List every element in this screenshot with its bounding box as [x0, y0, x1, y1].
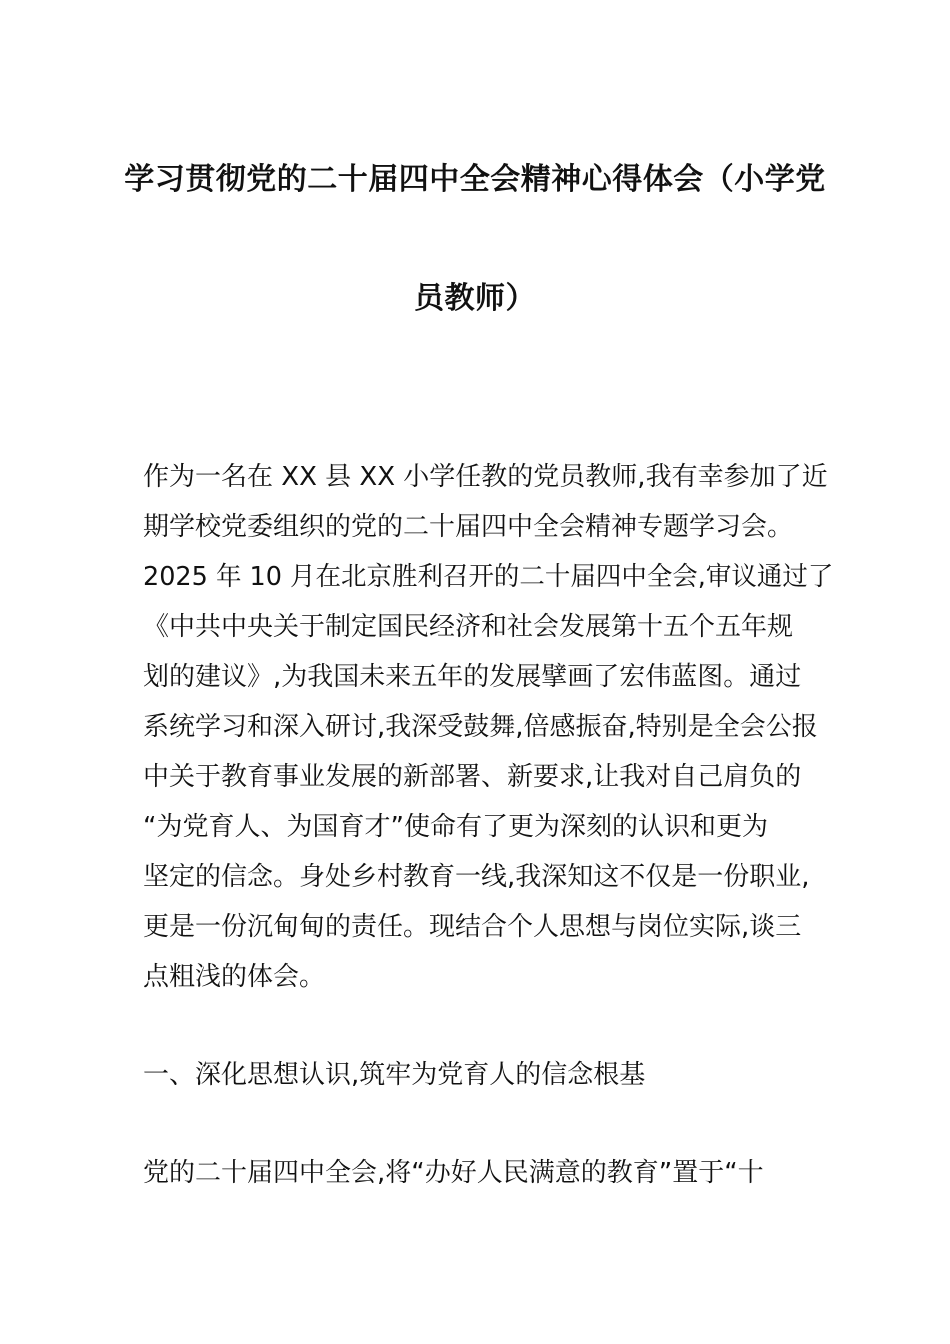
- paragraph-1-line-3: 2025 年 10 月在北京胜利召开的二十届四中全会,审议通过了: [143, 562, 834, 592]
- paragraph-1-line-2: 期学校党委组织的党的二十届四中全会精神专题学习会。: [143, 512, 794, 542]
- paragraph-2-line-1: 党的二十届四中全会,将“办好人民满意的教育”置于“十: [143, 1158, 764, 1188]
- paragraph-1-line-1: 作为一名在 XX 县 XX 小学任教的党员教师,我有幸参加了近: [143, 462, 828, 492]
- paragraph-1-line-11: 点粗浅的体会。: [143, 962, 326, 992]
- paragraph-1-line-4: 《中共中央关于制定国民经济和社会发展第十五个五年规: [143, 612, 794, 642]
- paragraph-1-line-10: 更是一份沉甸甸的责任。现结合个人思想与岗位实际,谈三: [143, 912, 802, 942]
- paragraph-1-line-8: “为党育人、为国育才”使命有了更为深刻的认识和更为: [143, 812, 768, 842]
- paragraph-1-line-6: 系统学习和深入研讨,我深受鼓舞,倍感振奋,特别是全会公报: [143, 712, 818, 742]
- section-heading-1: 一、深化思想认识,筑牢为党育人的信念根基: [143, 1060, 646, 1090]
- paragraph-1-line-9: 坚定的信念。身处乡村教育一线,我深知这不仅是一份职业,: [143, 862, 810, 892]
- document-title-line-2: 员教师）: [414, 281, 536, 316]
- document-title-line-1: 学习贯彻党的二十届四中全会精神心得体会（小学党: [124, 162, 826, 197]
- paragraph-1-line-7: 中关于教育事业发展的新部署、新要求,让我对自己肩负的: [143, 762, 802, 792]
- paragraph-1-line-5: 划的建议》,为我国未来五年的发展擘画了宏伟蓝图。通过: [143, 662, 802, 692]
